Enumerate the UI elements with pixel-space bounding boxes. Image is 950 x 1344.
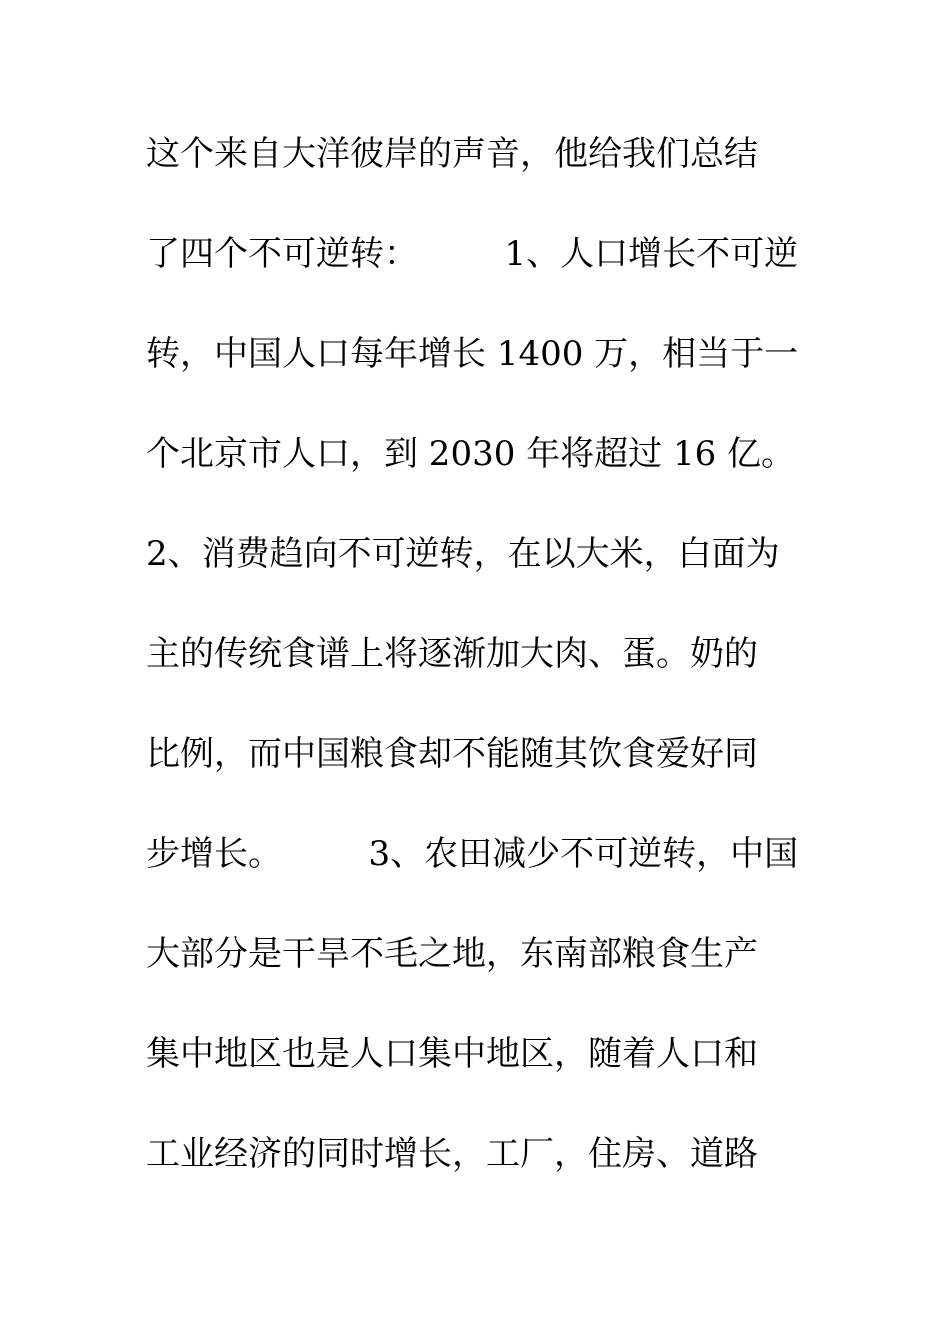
text-line: 了四个不可逆转： 1、人口增长不可逆 [146,234,799,274]
body-text [146,122,826,1222]
text-line: 集中地区也是人口集中地区，随着人口和 [146,1034,758,1074]
text-line: 主的传统食谱上将逐渐加大肉、蛋。奶的 [146,634,758,674]
text-line: 2、消费趋向不可逆转，在以大米，白面为 [146,534,780,574]
text-line: 工业经济的同时增长，工厂，住房、道路 [146,1134,758,1174]
text-line: 这个来自大洋彼岸的声音，他给我们总结 [146,134,758,174]
text-line: 个北京市人口，到 2030 年将超过 16 亿。 [146,434,796,474]
text-line: 比例，而中国粮食却不能随其饮食爱好同 [146,734,758,774]
text-line: 转，中国人口每年增长 1400 万，相当于一 [146,334,799,374]
text-line: 步增长。 3、农田减少不可逆转，中国 [146,834,799,874]
text-line: 大部分是干旱不毛之地，东南部粮食生产 [146,934,758,974]
